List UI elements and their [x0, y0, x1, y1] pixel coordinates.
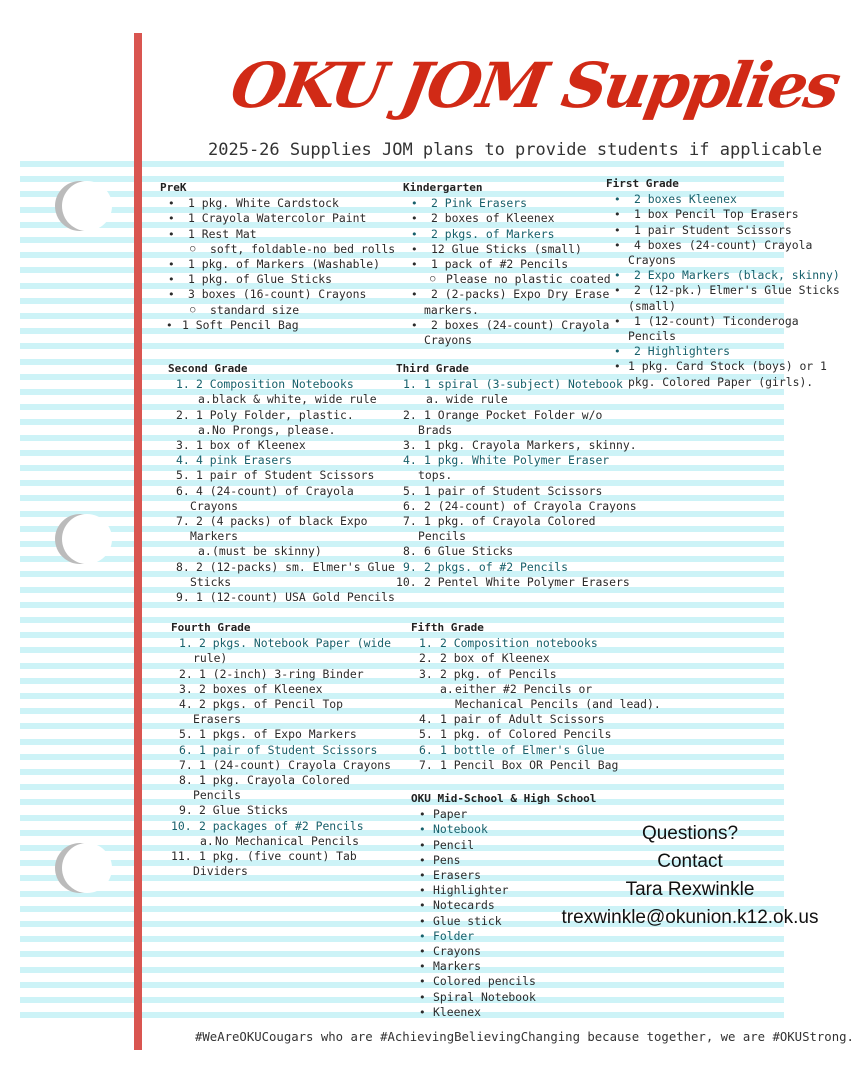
list-item: • Pencil [419, 837, 475, 852]
list-item: 9. 2 Glue Sticks [179, 803, 289, 818]
list-item: 5. 1 pair of Student Scissors [403, 483, 603, 498]
list-item: a. wide rule [426, 392, 508, 407]
list-item: • 1 pkg. of Markers (Washable) [168, 257, 381, 272]
section-fourth-grade [171, 620, 391, 879]
contact-block [548, 820, 832, 932]
list-item: (small) [628, 298, 677, 313]
margin-line [134, 33, 142, 1050]
list-item: 9. 1 (12-count) USA Gold Pencils [176, 590, 395, 605]
section-second-grade [168, 361, 395, 605]
list-item: Brads [418, 422, 453, 437]
binder-hole [62, 514, 112, 564]
list-item: Sticks [190, 574, 232, 589]
list-item: 2. 1 Orange Pocket Folder w/o [403, 407, 603, 422]
list-item: rule) [193, 651, 228, 666]
contact-label: Contact [657, 851, 723, 872]
list-item: 2. 2 box of Kleenex [419, 651, 550, 666]
list-item: • 1 Rest Mat [168, 226, 257, 241]
list-item: a. black & white, wide rule [198, 392, 377, 407]
list-item: 1. 1 spiral (3-subject) Notebook [403, 377, 623, 392]
list-item: 4. 1 pair of Adult Scissors [419, 712, 605, 727]
list-item: • Paper [419, 807, 468, 822]
list-item: 7. 1 pkg. of Crayola Colored [403, 514, 596, 529]
section-heading: OKU Mid-School & High School [411, 792, 597, 805]
list-item: 4. 2 pkgs. of Pencil Top [179, 697, 344, 712]
list-item: a. No Mechanical Pencils [200, 833, 360, 848]
list-item: a. (must be skinny) [198, 544, 322, 559]
list-item: Crayons [424, 333, 473, 348]
list-item: • 1 pkg. White Cardstock [168, 196, 339, 211]
list-item: 10. 2 packages of #2 Pencils [171, 818, 364, 833]
list-item: pkg. Colored Paper (girls). [628, 374, 814, 389]
list-item: tops. [418, 468, 453, 483]
list-item: 1. 2 Composition notebooks [419, 636, 598, 651]
list-item: • 1 Soft Pencil Bag [166, 317, 299, 332]
list-item: • 2 boxes of Kleenex [411, 211, 555, 226]
list-item: Dividers [193, 864, 248, 879]
list-item: • 4 boxes (24-count) Crayola [614, 237, 813, 252]
list-item: • 2 boxes Kleenex [614, 192, 737, 207]
list-item: ○ soft, foldable-no bed rolls [190, 241, 396, 256]
list-item: 7. 1 Pencil Box OR Pencil Bag [419, 757, 619, 772]
section-heading: Third Grade [396, 362, 469, 375]
list-item: • 1 Crayola Watercolor Paint [168, 211, 367, 226]
section-heading: First Grade [606, 177, 679, 190]
list-item: 7. 2 (4 packs) of black Expo [176, 514, 368, 529]
list-item: • Notecards [419, 898, 495, 913]
binder-hole [62, 181, 112, 231]
list-item: • Kleenex [419, 1004, 482, 1019]
list-item: • 3 boxes (16-count) Crayons [168, 287, 367, 302]
list-item: • 1 pkg. of Glue Sticks [168, 272, 333, 287]
section-third-grade [396, 361, 637, 590]
contact-name: Tara Rexwinkle [625, 879, 755, 900]
list-item: • Pens [419, 852, 461, 867]
list-item: Pencils [193, 788, 242, 803]
list-item: • 12 Glue Sticks (small) [411, 241, 582, 256]
list-item: • 1 pkg. Card Stock (boys) or 1 [614, 359, 827, 374]
list-item: 3. 2 boxes of Kleenex [179, 681, 323, 696]
list-item: 3. 2 pkg. of Pencils [419, 666, 557, 681]
list-item: 5. 1 pair of Student Scissors [176, 468, 375, 483]
list-item: • Glue stick [419, 913, 502, 928]
list-item: 5. 1 pkgs. of Expo Markers [179, 727, 357, 742]
list-item: 6. 2 (24-count) of Crayola Crayons [403, 498, 637, 513]
list-item: Crayons [190, 498, 239, 513]
section-kindergarten [403, 180, 611, 348]
list-item: • 2 Expo Markers (black, skinny) [614, 268, 840, 283]
list-item: 3. 1 pkg. Crayola Markers, skinny. [403, 438, 637, 453]
list-item: 6. 1 bottle of Elmer's Glue [419, 742, 605, 757]
list-item: Crayons [628, 253, 677, 268]
list-item: 8. 2 (12-packs) sm. Elmer's Glue [176, 559, 395, 574]
list-item: 5. 1 pkg. of Colored Pencils [419, 727, 612, 742]
section-heading: Second Grade [168, 362, 248, 375]
list-item: • 1 (12-count) Ticonderoga [614, 313, 799, 328]
list-item: Pencils [628, 329, 677, 344]
list-item: 1. 2 pkgs. Notebook Paper (wide [179, 636, 392, 651]
list-item: 4. 4 pink Erasers [176, 453, 293, 468]
page-title: OKU JOM Supplies [225, 49, 844, 122]
list-item: 7. 1 (24-count) Crayola Crayons [179, 757, 392, 772]
list-item: a. either #2 Pencils or [440, 681, 593, 696]
section-heading: Kindergarten [403, 181, 483, 194]
list-item: • Notebook [419, 822, 488, 837]
list-item: 6. 4 (24-count) of Crayola [176, 483, 354, 498]
list-item: 11. 1 pkg. (five count) Tab [171, 849, 357, 864]
list-item: • Spiral Notebook [419, 989, 536, 1004]
list-item: • Crayons [419, 944, 482, 959]
list-item: 8. 1 pkg. Crayola Colored [179, 773, 350, 788]
list-item: 10. 2 Pentel White Polymer Erasers [396, 574, 630, 589]
list-item: • 2 boxes (24-count) Crayola [411, 317, 610, 332]
list-item: 2. 1 (2-inch) 3-ring Binder [179, 666, 364, 681]
list-item: • Colored pencils [419, 974, 536, 989]
list-item: • 2 pkgs. of Markers [411, 226, 555, 241]
contact-question: Questions? [641, 823, 739, 844]
section-first-grade [606, 176, 840, 390]
list-item: 9. 2 pkgs. of #2 Pencils [403, 559, 569, 574]
list-item: • Folder [419, 928, 475, 943]
list-item: • Erasers [419, 868, 482, 883]
list-item: 4. 1 pkg. White Polymer Eraser [403, 453, 610, 468]
list-item: ○ standard size [190, 302, 300, 317]
list-item: Markers [190, 529, 239, 544]
list-item: 6. 1 pair of Student Scissors [179, 742, 378, 757]
section-heading: PreK [160, 181, 187, 194]
list-item: Mechanical Pencils (and lead). [455, 697, 661, 712]
list-item: • 2 (2-packs) Expo Dry Erase [411, 287, 610, 302]
list-item: • 2 Highlighters [614, 344, 731, 359]
list-item: • 1 box Pencil Top Erasers [614, 207, 799, 222]
list-item: a. No Prongs, please. [198, 422, 336, 437]
list-item: Erasers [193, 712, 242, 727]
list-item: 2. 1 Poly Folder, plastic. [176, 407, 354, 422]
binder-hole [62, 843, 112, 893]
list-item: • Highlighter [419, 883, 509, 898]
list-item: Pencils [418, 529, 467, 544]
list-item: • 1 pack of #2 Pencils [411, 257, 569, 272]
list-item: 3. 1 box of Kleenex [176, 438, 306, 453]
list-item: markers. [424, 302, 479, 317]
list-item: • 1 pair Student Scissors [614, 222, 792, 237]
list-item: 1. 2 Composition Notebooks [176, 377, 354, 392]
list-item: • Markers [419, 959, 482, 974]
list-item: • 2 Pink Erasers [411, 196, 528, 211]
list-item: • 2 (12-pk.) Elmer's Glue Sticks [614, 283, 840, 298]
section-prek [160, 180, 395, 333]
list-item: ○ Please no plastic coated [430, 272, 611, 287]
section-heading: Fifth Grade [411, 621, 484, 634]
section-heading: Fourth Grade [171, 621, 251, 634]
list-item: 8. 6 Glue Sticks [403, 544, 514, 559]
page-subtitle: 2025-26 Supplies JOM plans to provide students if applicable [208, 140, 823, 160]
section-fifth-grade [411, 620, 661, 773]
footer-hashtags: #WeAreOKUCougars who are #AchievingBelievingChanging because together, we are #OKUStrong. [195, 1030, 854, 1044]
contact-email[interactable]: trexwinkle@okunion.k12.ok.us [561, 907, 819, 928]
